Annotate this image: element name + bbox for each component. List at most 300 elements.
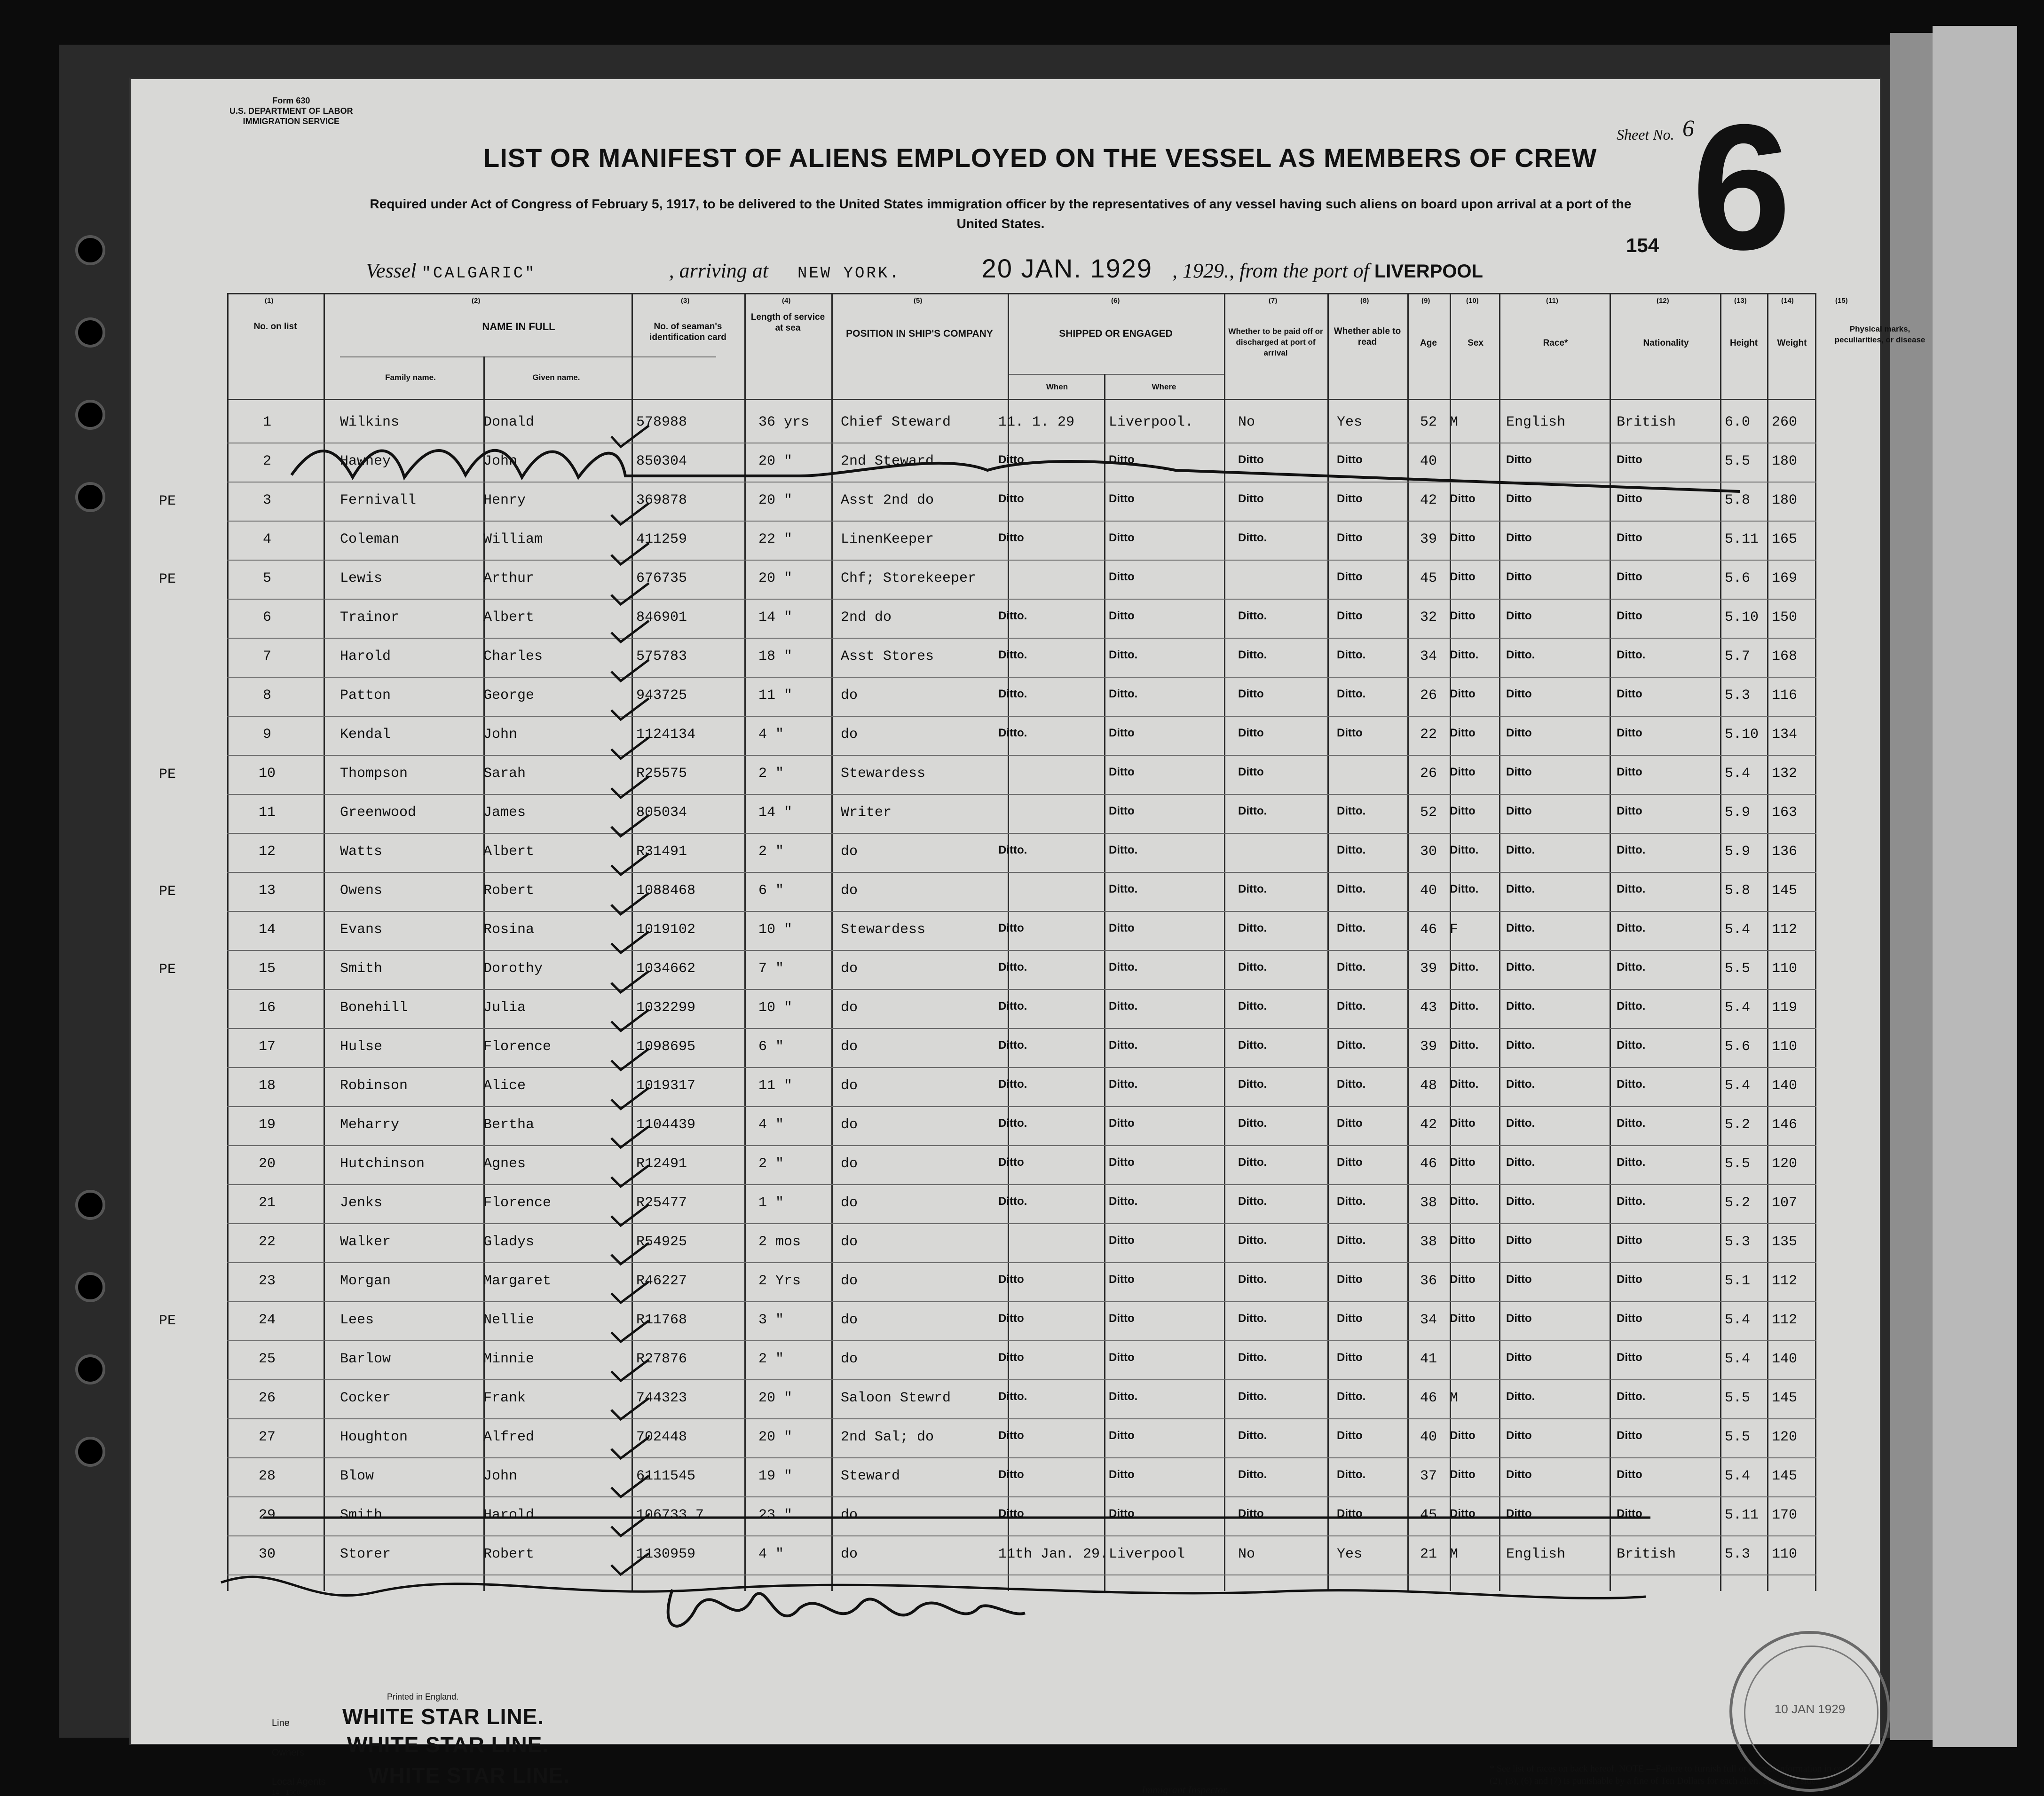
cell-when: Ditto [998, 1507, 1024, 1520]
cell-card: 6111545 [636, 1468, 696, 1484]
cell-height: 5.5 [1725, 961, 1751, 977]
cell-read: Ditto. [1337, 1390, 1366, 1403]
owners-value: WHITE STAR LINE. [347, 1733, 549, 1757]
cell-nationality: Ditto [1617, 492, 1642, 505]
cell-height: 5.4 [1725, 922, 1751, 938]
cell-card: 676735 [636, 570, 687, 586]
cell-card: 943725 [636, 688, 687, 704]
cell-no: 2 [262, 453, 271, 469]
table-row [227, 445, 1816, 483]
col-num-2: (2) [472, 297, 481, 305]
cell-race: Ditto [1506, 1273, 1532, 1286]
cell-no: 15 [258, 961, 276, 977]
form-number: Form 630 [272, 96, 310, 105]
cell-length: 20 " [758, 453, 793, 469]
cell-length: 1 " [758, 1195, 784, 1211]
cell-age: 46 [1420, 1390, 1437, 1406]
cell-discharge: No [1238, 1546, 1255, 1562]
cell-family: Houghton [340, 1429, 408, 1445]
cell-discharge: Ditto. [1238, 1195, 1267, 1208]
cell-card: 1130959 [636, 1546, 696, 1562]
cell-nationality: Ditto. [1617, 1195, 1646, 1208]
table-row [227, 1499, 1816, 1536]
cell-where: Ditto. [1109, 1390, 1138, 1403]
cell-length: 11 " [758, 688, 793, 704]
cell-position: LinenKeeper [841, 531, 934, 547]
cell-height: 6.0 [1725, 414, 1751, 430]
cell-when: Ditto [998, 453, 1024, 466]
cell-when: Ditto [998, 1351, 1024, 1364]
cell-age: 34 [1420, 1312, 1437, 1328]
cell-discharge: Ditto [1238, 688, 1264, 700]
cell-card: 575783 [636, 649, 687, 665]
cell-sex: Ditto. [1450, 1078, 1479, 1091]
cell-discharge: Ditto. [1238, 1468, 1267, 1481]
cell-race: Ditto [1506, 688, 1532, 700]
cell-no: 8 [262, 688, 271, 704]
cell-family: Cocker [340, 1390, 391, 1406]
cell-sex: Ditto [1450, 1507, 1476, 1520]
cell-height: 5.10 [1725, 727, 1759, 743]
cell-weight: 136 [1772, 844, 1798, 860]
cell-given: Rosina [483, 922, 535, 938]
line-value: WHITE STAR LINE. [342, 1704, 545, 1729]
cell-when: Ditto. [998, 649, 1027, 661]
table-row [159, 562, 1816, 600]
cell-read: Ditto [1337, 727, 1363, 739]
header-position: POSITION IN SHIP'S COMPANY [846, 328, 993, 339]
cell-height: 5.8 [1725, 492, 1751, 508]
cell-weight: 119 [1772, 1000, 1798, 1016]
cell-family: Patton [340, 688, 391, 704]
cell-family: Harold [340, 649, 391, 665]
cell-race: Ditto [1506, 727, 1532, 739]
cell-no: 25 [258, 1351, 276, 1367]
cell-family: Evans [340, 922, 383, 938]
cell-weight: 163 [1772, 805, 1798, 821]
cell-race: English [1506, 414, 1566, 430]
table-row [227, 1265, 1816, 1302]
cell-sex: Ditto [1450, 1156, 1476, 1169]
table-row [227, 718, 1816, 756]
cell-pe: PE [159, 884, 176, 900]
cell-card: 744323 [636, 1390, 687, 1406]
cell-sex: Ditto [1450, 1468, 1476, 1481]
cell-when: Ditto [998, 492, 1024, 505]
cell-family: Hulse [340, 1039, 383, 1055]
cell-family: Greenwood [340, 805, 417, 821]
cell-sex: M [1450, 1546, 1459, 1562]
year-label: , 1929., from the port of [1172, 259, 1369, 282]
cell-nationality: Ditto [1617, 609, 1642, 622]
cell-given: Albert [483, 609, 535, 625]
cell-nationality: Ditto. [1617, 1078, 1646, 1091]
cell-read: Ditto. [1337, 961, 1366, 973]
cell-race: Ditto [1506, 805, 1532, 817]
table-row [227, 1382, 1816, 1419]
cell-position: do [841, 1156, 858, 1172]
cell-card: 369878 [636, 492, 687, 508]
cell-discharge: Ditto. [1238, 922, 1267, 934]
cell-where: Ditto. [1109, 688, 1138, 700]
cell-card: 1124134 [636, 727, 696, 743]
cell-where: Ditto [1109, 805, 1135, 817]
table-row [227, 406, 1816, 443]
cell-given: Gladys [483, 1234, 535, 1250]
header-race: Race* [1543, 338, 1568, 348]
cell-no: 7 [262, 649, 271, 665]
cell-age: 26 [1420, 688, 1437, 704]
cell-sex: F [1450, 922, 1459, 938]
cell-weight: 120 [1772, 1429, 1798, 1445]
cell-family: Kendal [340, 727, 391, 743]
cell-age: 30 [1420, 844, 1437, 860]
cell-where: Ditto [1109, 1507, 1135, 1520]
cell-race: Ditto [1506, 453, 1532, 466]
cell-no: 29 [258, 1507, 276, 1523]
cell-age: 45 [1420, 1507, 1437, 1523]
cell-when: Ditto [998, 922, 1024, 934]
cell-no: 22 [258, 1234, 276, 1250]
cell-height: 5.5 [1725, 453, 1751, 469]
cell-card: 1098695 [636, 1039, 696, 1055]
cell-no: 5 [262, 570, 271, 586]
cell-when: Ditto. [998, 961, 1027, 973]
col-num-4: (4) [782, 297, 791, 305]
cell-position: do [841, 1234, 858, 1250]
cell-length: 19 " [758, 1468, 793, 1484]
cell-given: Frank [483, 1390, 526, 1406]
cell-where: Ditto [1109, 492, 1135, 505]
cell-length: 10 " [758, 922, 793, 938]
cell-read: Ditto [1337, 1507, 1363, 1520]
table-row [227, 1538, 1816, 1575]
cell-discharge: Ditto. [1238, 531, 1267, 544]
cell-discharge: Ditto. [1238, 1117, 1267, 1130]
cell-given: Alice [483, 1078, 526, 1094]
cell-where: Ditto [1109, 727, 1135, 739]
header-card: No. of seaman's identification card [649, 322, 726, 342]
cell-weight: 165 [1772, 531, 1798, 547]
footer-note: * See list of races on back hereof. NOTE.—Failure to furnish full or correct information in columns (2), (3), (6) and (7) is punishable by a fine of Ten Dollars for each alien. See other side. [1490, 1764, 1866, 1786]
cell-no: 26 [258, 1390, 276, 1406]
cell-height: 5.7 [1725, 649, 1751, 665]
cell-where: Ditto [1109, 922, 1135, 934]
cell-nationality: Ditto [1617, 1351, 1642, 1364]
cell-height: 5.11 [1725, 1507, 1759, 1523]
cell-card: 805034 [636, 805, 687, 821]
cell-position: Chief Steward [841, 414, 951, 430]
arrival-date-stamp: 20 JAN. 1929 [981, 253, 1153, 283]
cell-race: Ditto. [1506, 1195, 1535, 1208]
cell-discharge: No [1238, 414, 1255, 430]
cell-given: William [483, 531, 543, 547]
cell-read: Ditto. [1337, 922, 1366, 934]
cell-sex: Ditto [1450, 1429, 1476, 1442]
cell-weight: 180 [1772, 453, 1798, 469]
cell-weight: 110 [1772, 1039, 1798, 1055]
table-row [227, 679, 1816, 717]
cell-given: John [483, 727, 518, 743]
cell-given: George [483, 688, 535, 704]
cell-given: Donald [483, 414, 535, 430]
cell-race: Ditto [1506, 1234, 1532, 1247]
cell-height: 5.5 [1725, 1390, 1751, 1406]
cell-race: Ditto [1506, 531, 1532, 544]
col-num-11: (11) [1546, 297, 1558, 305]
cell-position: do [841, 1351, 858, 1367]
cell-age: 40 [1420, 453, 1437, 469]
cell-read: Ditto [1337, 492, 1363, 505]
cell-length: 22 " [758, 531, 793, 547]
cell-given: Albert [483, 844, 535, 860]
cell-discharge: Ditto. [1238, 1234, 1267, 1247]
cell-card: R31491 [636, 844, 687, 860]
cell-family: Fernivall [340, 492, 417, 508]
table-row [227, 1030, 1816, 1068]
cell-age: 40 [1420, 883, 1437, 899]
col-num-1: (1) [265, 297, 274, 305]
cell-family: Meharry [340, 1117, 400, 1133]
cell-family: Bonehill [340, 1000, 408, 1016]
cell-where: Ditto [1109, 1234, 1135, 1247]
cell-nationality: Ditto. [1617, 1039, 1646, 1052]
cell-age: 40 [1420, 1429, 1437, 1445]
cell-age: 41 [1420, 1351, 1437, 1367]
cell-position: do [841, 1000, 858, 1016]
cell-read: Ditto [1337, 1117, 1363, 1130]
cell-position: do [841, 688, 858, 704]
arrival-port: NEW YORK. [797, 265, 901, 283]
cell-race: Ditto [1506, 1507, 1532, 1520]
form-code: 14—1360 [272, 1788, 300, 1796]
cell-length: 2 mos [758, 1234, 801, 1250]
cell-when: 11. 1. 29 [998, 414, 1075, 430]
cell-height: 5.3 [1725, 688, 1751, 704]
cell-age: 39 [1420, 961, 1437, 977]
cell-given: Robert [483, 883, 535, 899]
table-row [227, 523, 1816, 561]
cell-length: 20 " [758, 1429, 793, 1445]
cell-position: do [841, 1312, 858, 1328]
col-num-9: (9) [1421, 297, 1430, 305]
cell-weight: 150 [1772, 609, 1798, 625]
cell-sex: Ditto. [1450, 649, 1479, 661]
cell-height: 5.4 [1725, 766, 1751, 782]
cell-race: Ditto. [1506, 883, 1535, 895]
vessel-name: "CALGARIC" [421, 265, 537, 283]
cell-length: 3 " [758, 1312, 784, 1328]
cell-pe: PE [159, 962, 176, 978]
cell-where: Ditto. [1109, 844, 1138, 856]
cell-race: Ditto [1506, 1312, 1532, 1325]
cell-position: 2nd Sal; do [841, 1429, 934, 1445]
cell-length: 10 " [758, 1000, 793, 1016]
cell-weight: 110 [1772, 1546, 1798, 1562]
cell-card: 1019102 [636, 922, 696, 938]
cell-where: Ditto [1109, 609, 1135, 622]
cell-when: Ditto [998, 531, 1024, 544]
cell-nationality: Ditto. [1617, 844, 1646, 856]
table-row [227, 1343, 1816, 1380]
cell-family: Owens [340, 883, 383, 899]
cell-when: Ditto. [998, 1039, 1027, 1052]
cell-read: Ditto. [1337, 844, 1366, 856]
cell-where: Ditto [1109, 1468, 1135, 1481]
cell-discharge: Ditto. [1238, 609, 1267, 622]
cell-position: 2nd do [841, 609, 892, 625]
cell-weight: 145 [1772, 1468, 1798, 1484]
cell-card: 850304 [636, 453, 687, 469]
cell-where: Liverpool [1109, 1546, 1185, 1562]
cell-age: 52 [1420, 805, 1437, 821]
table-row [227, 601, 1816, 639]
cell-sex: Ditto. [1450, 1195, 1479, 1208]
table-row [227, 1187, 1816, 1224]
table-row [227, 1421, 1816, 1458]
cell-age: 26 [1420, 766, 1437, 782]
cell-given: Dorothy [483, 961, 543, 977]
cell-read: Ditto. [1337, 688, 1366, 700]
cell-age: 38 [1420, 1195, 1437, 1211]
cell-family: Morgan [340, 1273, 391, 1289]
cell-nationality: Ditto [1617, 1468, 1642, 1481]
table-row [159, 484, 1816, 522]
cell-length: 2 " [758, 766, 784, 782]
cell-age: 42 [1420, 1117, 1437, 1133]
header-length: Length of service at sea [750, 312, 825, 333]
cell-discharge: Ditto. [1238, 961, 1267, 973]
cell-family: Lees [340, 1312, 374, 1328]
cell-nationality: Ditto. [1617, 922, 1646, 934]
cell-no: 1 [262, 414, 271, 430]
cell-weight: 146 [1772, 1117, 1798, 1133]
cell-when: Ditto. [998, 688, 1027, 700]
col-num-7: (7) [1269, 297, 1278, 305]
agents-label: Local Agents [272, 1777, 326, 1787]
cell-read: Ditto. [1337, 1234, 1366, 1247]
cell-weight: 180 [1772, 492, 1798, 508]
cell-discharge: Ditto. [1238, 1273, 1267, 1286]
cell-family: Hutchinson [340, 1156, 425, 1172]
cell-read: Ditto [1337, 531, 1363, 544]
vessel-label: Vessel [366, 259, 417, 282]
cell-race: Ditto [1506, 1468, 1532, 1481]
cell-no: 9 [262, 727, 271, 743]
cell-age: 46 [1420, 922, 1437, 938]
cell-discharge: Ditto. [1238, 1390, 1267, 1403]
cell-where: Ditto [1109, 766, 1135, 778]
cell-discharge: Ditto [1238, 492, 1264, 505]
cell-position: do [841, 1039, 858, 1055]
cell-when: Ditto. [998, 1117, 1027, 1130]
col-num-15: (15) [1835, 297, 1848, 305]
cell-race: Ditto. [1506, 1156, 1535, 1169]
agents-value: WHITE STAR LINE. [368, 1763, 570, 1788]
cell-discharge: Ditto. [1238, 1039, 1267, 1052]
cell-position: Chf; Storekeeper [841, 570, 977, 586]
cell-weight: 112 [1772, 1312, 1798, 1328]
cell-discharge: Ditto [1238, 727, 1264, 739]
cell-read: Ditto. [1337, 805, 1366, 817]
cell-height: 5.4 [1725, 1312, 1751, 1328]
cell-card: 106733 7 [636, 1507, 704, 1523]
cell-weight: 112 [1772, 1273, 1798, 1289]
cell-pe: PE [159, 767, 176, 783]
cell-age: 21 [1420, 1546, 1437, 1562]
cell-weight: 145 [1772, 883, 1798, 899]
cell-when: Ditto [998, 1312, 1024, 1325]
cell-age: 37 [1420, 1468, 1437, 1484]
cell-sex: Ditto [1450, 570, 1476, 583]
cell-when: Ditto. [998, 844, 1027, 856]
table-row [227, 1108, 1816, 1146]
cell-no: 11 [258, 805, 276, 821]
cell-given: James [483, 805, 526, 821]
col-num-12: (12) [1657, 297, 1669, 305]
cell-no: 17 [258, 1039, 276, 1055]
cell-no: 3 [262, 492, 271, 508]
cell-no: 27 [258, 1429, 276, 1445]
printed-in: Printed in England. [387, 1692, 459, 1701]
cell-sex: Ditto [1450, 1312, 1476, 1325]
cell-weight: 112 [1772, 922, 1798, 938]
cell-nationality: British [1617, 414, 1676, 430]
cell-read: Ditto [1337, 1351, 1363, 1364]
cell-when: Ditto [998, 1273, 1024, 1286]
table-row [227, 835, 1816, 873]
table-row [159, 1304, 1816, 1341]
cell-no: 19 [258, 1117, 276, 1133]
cell-length: 18 " [758, 649, 793, 665]
cell-where: Ditto. [1109, 1000, 1138, 1013]
cell-length: 23 " [758, 1507, 793, 1523]
arriving-label: , arriving at [669, 259, 769, 282]
cell-card: 1019317 [636, 1078, 696, 1094]
cell-where: Ditto [1109, 1312, 1135, 1325]
cell-age: 39 [1420, 1039, 1437, 1055]
cell-when: Ditto [998, 1468, 1024, 1481]
cell-discharge: Ditto. [1238, 805, 1267, 817]
cell-sex: Ditto. [1450, 883, 1479, 895]
cell-read: Ditto [1337, 453, 1363, 466]
cell-family: Wilkins [340, 414, 400, 430]
cell-no: 24 [258, 1312, 276, 1328]
cell-position: do [841, 1117, 858, 1133]
col-num-3: (3) [681, 297, 690, 305]
cell-weight: 169 [1772, 570, 1798, 586]
sheet-label: Sheet No. [1617, 126, 1674, 143]
page-title: LIST OR MANIFEST OF ALIENS EMPLOYED ON THE VESSEL AS MEMBERS OF CREW [483, 143, 1597, 173]
cell-height: 5.3 [1725, 1234, 1751, 1250]
cell-where: Ditto. [1109, 1195, 1138, 1208]
cell-where: Ditto. [1109, 1078, 1138, 1091]
sheet-stencil-number: 6 [1692, 87, 1791, 287]
cell-length: 14 " [758, 805, 793, 821]
cell-given: Bertha [483, 1117, 535, 1133]
cell-sex: Ditto [1450, 727, 1476, 739]
cell-where: Ditto [1109, 1351, 1135, 1364]
cell-race: Ditto [1506, 1351, 1532, 1364]
cell-no: 6 [262, 609, 271, 625]
cell-position: do [841, 1273, 858, 1289]
cell-length: 4 " [758, 1546, 784, 1562]
scan-edge [1890, 33, 1935, 1740]
cell-family: Hawney [340, 453, 391, 469]
cell-weight: 120 [1772, 1156, 1798, 1172]
cell-nationality: Ditto [1617, 1429, 1642, 1442]
cell-age: 36 [1420, 1273, 1437, 1289]
